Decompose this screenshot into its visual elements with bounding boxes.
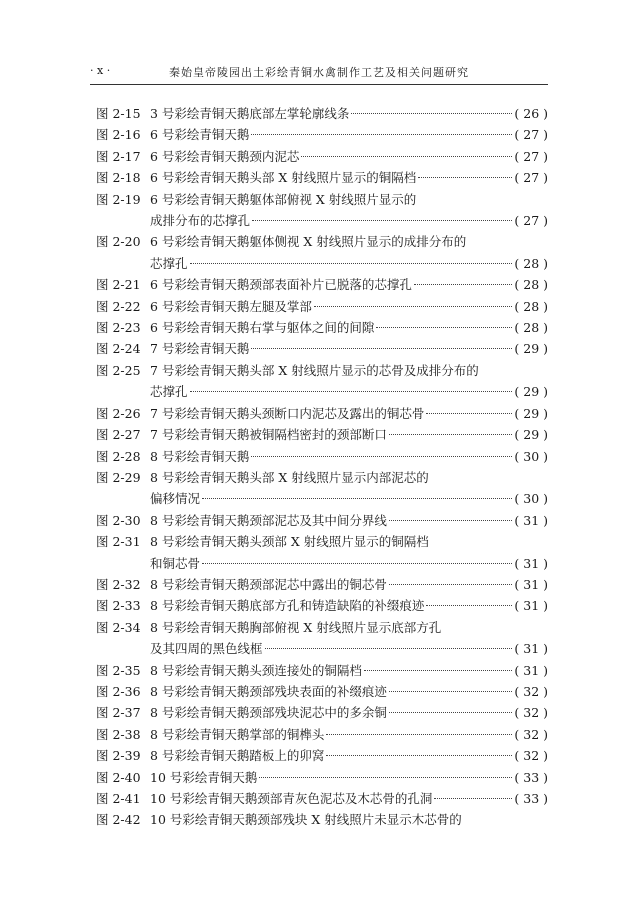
caption-text: 8 号彩绘青铜天鹅颈部残块泥芯中的多余铜 (150, 705, 387, 721)
dot-leader (389, 434, 512, 435)
toc-entry (96, 531, 548, 574)
caption-text: 6 号彩绘青铜天鹅头部 X 射线照片显示的铜隔档 (150, 170, 417, 186)
caption-text: 芯撑孔 (150, 255, 188, 271)
caption-text: 8 号彩绘青铜天鹅胸部俯视 X 射线照片显示底部方孔 (150, 619, 442, 635)
caption-text: 10 号彩绘青铜天鹅 (150, 769, 258, 785)
toc-entry (96, 809, 548, 830)
toc-entry (96, 617, 548, 660)
figure-number: 图 2-27 (96, 427, 141, 443)
caption-text: 8 号彩绘青铜天鹅颈部泥芯及其中间分界线 (150, 512, 387, 528)
page-number: · x · (90, 64, 111, 77)
caption-line (150, 574, 548, 595)
caption-text: 3 号彩绘青铜天鹅底部左掌轮廓线条 (150, 106, 350, 121)
dot-leader (326, 755, 512, 756)
figure-number: 图 2-28 (96, 448, 141, 464)
dot-leader (389, 691, 512, 692)
toc-entry (96, 724, 548, 745)
figure-caption (150, 617, 548, 660)
figure-number: 图 2-39 (96, 748, 141, 764)
dot-leader (190, 263, 513, 264)
caption-text: 6 号彩绘青铜天鹅颈部表面补片已脱落的芯撑孔 (150, 277, 412, 293)
page-reference: ( 29 ) (514, 384, 548, 400)
toc-entry (96, 274, 548, 295)
caption-line (150, 467, 548, 488)
caption-line (150, 167, 548, 188)
toc-entry (96, 788, 548, 809)
figure-caption (150, 681, 548, 702)
page-reference: ( 31 ) (514, 641, 548, 657)
caption-text: 6 号彩绘青铜天鹅 (150, 127, 250, 143)
caption-text: 7 号彩绘青铜天鹅 (150, 341, 250, 357)
figure-caption (150, 360, 548, 403)
toc-entry (96, 146, 548, 167)
figure-number: 图 2-41 (96, 791, 141, 806)
caption-line (150, 595, 548, 616)
dot-leader (252, 220, 512, 221)
figure-number: 图 2-40 (96, 769, 141, 785)
figure-number: 图 2-22 (96, 298, 141, 314)
page-reference: ( 28 ) (514, 320, 548, 336)
caption-text: 8 号彩绘青铜天鹅头颈连接处的铜隔档 (150, 662, 362, 678)
figure-caption (150, 189, 548, 232)
figure-number: 图 2-26 (96, 405, 141, 421)
page-reference: ( 31 ) (514, 662, 548, 678)
figure-caption (150, 595, 548, 616)
page-reference: ( 27 ) (514, 213, 548, 229)
dot-leader (426, 413, 512, 414)
page-reference: ( 29 ) (514, 405, 548, 421)
caption-line (150, 745, 548, 766)
dot-leader (418, 177, 512, 178)
dot-leader (251, 348, 512, 349)
list-of-figures (96, 103, 548, 831)
dot-leader (414, 284, 512, 285)
toc-entry (96, 124, 548, 145)
figure-caption (150, 809, 548, 830)
dot-leader (251, 456, 512, 457)
page-reference: ( 29 ) (514, 341, 548, 357)
caption-line (150, 103, 548, 124)
toc-entry (96, 231, 548, 274)
caption-text: 10 号彩绘青铜天鹅颈部残块 X 射线照片未显示木芯骨的 (150, 812, 462, 828)
caption-line (150, 360, 548, 381)
figure-caption (150, 167, 548, 188)
page-reference: ( 29 ) (514, 427, 548, 443)
caption-line (150, 231, 548, 252)
figure-caption (150, 296, 548, 317)
caption-line (150, 381, 548, 402)
caption-line (150, 681, 548, 702)
figure-caption (150, 338, 548, 359)
figure-caption (150, 745, 548, 766)
figure-number: 图 2-38 (96, 726, 141, 742)
caption-text: 成排分布的芯撑孔 (150, 213, 251, 229)
page-reference: ( 27 ) (514, 170, 548, 186)
toc-entry (96, 446, 548, 467)
toc-entry (96, 189, 548, 232)
dot-leader (426, 605, 512, 606)
page-reference: ( 27 ) (514, 148, 548, 164)
toc-entry (96, 360, 548, 403)
dot-leader (314, 306, 512, 307)
page-reference: ( 26 ) (514, 106, 548, 121)
figure-number: 图 2-33 (96, 598, 141, 614)
dot-leader (301, 156, 512, 157)
dot-leader (251, 134, 512, 135)
caption-text: 8 号彩绘青铜天鹅掌部的铜榫头 (150, 726, 325, 742)
figure-caption (150, 103, 548, 124)
page-reference: ( 33 ) (514, 791, 548, 806)
caption-text: 6 号彩绘青铜天鹅躯体部俯视 X 射线照片显示的 (150, 191, 417, 207)
figure-caption (150, 660, 548, 681)
dot-leader (265, 648, 513, 649)
caption-line (150, 189, 548, 210)
caption-line (150, 809, 548, 830)
dot-leader (389, 712, 512, 713)
dot-leader (434, 798, 512, 799)
caption-text: 6 号彩绘青铜天鹅躯体侧视 X 射线照片显示的成排分布的 (150, 234, 467, 250)
figure-number: 图 2-29 (96, 469, 141, 485)
figure-number: 图 2-42 (96, 812, 141, 828)
toc-entry (96, 574, 548, 595)
figure-caption (150, 424, 548, 445)
caption-line (150, 210, 548, 231)
page-reference: ( 32 ) (514, 683, 548, 699)
page-reference: ( 32 ) (514, 726, 548, 742)
page-reference: ( 28 ) (514, 298, 548, 314)
caption-text: 和铜芯骨 (150, 555, 201, 571)
dot-leader (202, 498, 512, 499)
figure-caption (150, 274, 548, 295)
dot-leader (389, 584, 512, 585)
dot-leader (389, 520, 512, 521)
caption-line (150, 724, 548, 745)
figure-number: 图 2-16 (96, 127, 141, 143)
figure-caption (150, 146, 548, 167)
figure-caption (150, 767, 548, 788)
caption-text: 及其四周的黑色线框 (150, 641, 263, 657)
page-reference: ( 31 ) (514, 555, 548, 571)
toc-entry (96, 767, 548, 788)
page-reference: ( 32 ) (514, 748, 548, 764)
figure-number: 图 2-20 (96, 234, 141, 250)
caption-text: 10 号彩绘青铜天鹅颈部青灰色泥芯及木芯骨的孔洞 (150, 791, 433, 806)
caption-line (150, 338, 548, 359)
page-reference: ( 27 ) (514, 127, 548, 143)
caption-line (150, 788, 548, 809)
caption-text: 8 号彩绘青铜天鹅头颈部 X 射线照片显示的铜隔档 (150, 534, 429, 550)
toc-entry (96, 338, 548, 359)
caption-text: 8 号彩绘青铜天鹅底部方孔和铸造缺陷的补缀痕迹 (150, 598, 425, 614)
caption-line (150, 253, 548, 274)
toc-entry (96, 660, 548, 681)
toc-entry (96, 167, 548, 188)
figure-number: 图 2-19 (96, 191, 141, 207)
caption-line (150, 767, 548, 788)
caption-line (150, 274, 548, 295)
caption-line (150, 510, 548, 531)
toc-entry (96, 424, 548, 445)
caption-text: 8 号彩绘青铜天鹅踏板上的卯窝 (150, 748, 325, 764)
toc-entry (96, 745, 548, 766)
toc-entry (96, 681, 548, 702)
caption-text: 芯撑孔 (150, 384, 188, 400)
toc-entry (96, 467, 548, 510)
figure-caption (150, 510, 548, 531)
caption-text: 8 号彩绘青铜天鹅颈部泥芯中露出的铜芯骨 (150, 576, 387, 592)
figure-number: 图 2-25 (96, 362, 141, 378)
caption-text: 6 号彩绘青铜天鹅右掌与躯体之间的间隙 (150, 320, 375, 336)
figure-caption (150, 788, 548, 809)
caption-line (150, 638, 548, 659)
figure-number: 图 2-30 (96, 512, 141, 528)
caption-line (150, 617, 548, 638)
caption-line (150, 124, 548, 145)
figure-number: 图 2-17 (96, 148, 141, 164)
figure-number: 图 2-18 (96, 170, 141, 186)
dot-leader (190, 391, 513, 392)
toc-entry (96, 103, 548, 124)
page-reference: ( 31 ) (514, 576, 548, 592)
caption-text: 7 号彩绘青铜天鹅被铜隔档密封的颈部断口 (150, 427, 387, 443)
figure-caption (150, 702, 548, 723)
caption-text: 8 号彩绘青铜天鹅 (150, 448, 250, 464)
figure-number: 图 2-37 (96, 705, 141, 721)
figure-caption (150, 467, 548, 510)
figure-number: 图 2-15 (96, 106, 141, 121)
figure-number: 图 2-34 (96, 619, 141, 635)
caption-line (150, 403, 548, 424)
toc-entry (96, 296, 548, 317)
page-reference: ( 28 ) (514, 277, 548, 293)
figure-caption (150, 317, 548, 338)
caption-line (150, 531, 548, 552)
toc-entry (96, 595, 548, 616)
caption-line (150, 488, 548, 509)
caption-text: 偏移情况 (150, 491, 201, 507)
figure-caption (150, 724, 548, 745)
figure-number: 图 2-24 (96, 341, 141, 357)
caption-text: 7 号彩绘青铜天鹅头颈断口内泥芯及露出的铜芯骨 (150, 405, 425, 421)
dot-leader (202, 563, 512, 564)
dot-leader (364, 670, 512, 671)
page-reference: ( 31 ) (514, 512, 548, 528)
figure-number: 图 2-35 (96, 662, 141, 678)
dot-leader (259, 777, 512, 778)
page-reference: ( 30 ) (514, 448, 548, 464)
caption-line (150, 660, 548, 681)
page-reference: ( 28 ) (514, 255, 548, 271)
caption-text: 8 号彩绘青铜天鹅颈部残块表面的补缀痕迹 (150, 683, 387, 699)
running-title: 秦始皇帝陵园出土彩绘青铜水禽制作工艺及相关问题研究 (169, 66, 469, 79)
figure-number: 图 2-36 (96, 683, 141, 699)
figure-caption (150, 446, 548, 467)
dot-leader (351, 113, 512, 114)
caption-line (150, 446, 548, 467)
figure-caption (150, 531, 548, 574)
toc-entry (96, 317, 548, 338)
caption-line (150, 296, 548, 317)
caption-line (150, 702, 548, 723)
toc-entry (96, 510, 548, 531)
page-reference: ( 31 ) (514, 598, 548, 614)
figure-number: 图 2-31 (96, 534, 141, 550)
page-reference: ( 30 ) (514, 491, 548, 507)
page-header (90, 62, 548, 85)
caption-line (150, 424, 548, 445)
caption-line (150, 317, 548, 338)
caption-text: 7 号彩绘青铜天鹅头部 X 射线照片显示的芯骨及成排分布的 (150, 362, 479, 378)
figure-number: 图 2-23 (96, 320, 141, 336)
figure-number: 图 2-32 (96, 576, 141, 592)
dot-leader (376, 327, 512, 328)
toc-entry (96, 702, 548, 723)
page-reference: ( 32 ) (514, 705, 548, 721)
figure-caption (150, 403, 548, 424)
caption-text: 8 号彩绘青铜天鹅头部 X 射线照片显示内部泥芯的 (150, 469, 429, 485)
figure-caption (150, 124, 548, 145)
dot-leader (326, 734, 512, 735)
figure-caption (150, 574, 548, 595)
toc-entry (96, 403, 548, 424)
figure-caption (150, 231, 548, 274)
caption-text: 6 号彩绘青铜天鹅左腿及掌部 (150, 298, 312, 314)
figure-number: 图 2-21 (96, 277, 141, 293)
page-reference: ( 33 ) (514, 769, 548, 785)
caption-line (150, 146, 548, 167)
caption-line (150, 553, 548, 574)
caption-text: 6 号彩绘青铜天鹅颈内泥芯 (150, 148, 300, 164)
